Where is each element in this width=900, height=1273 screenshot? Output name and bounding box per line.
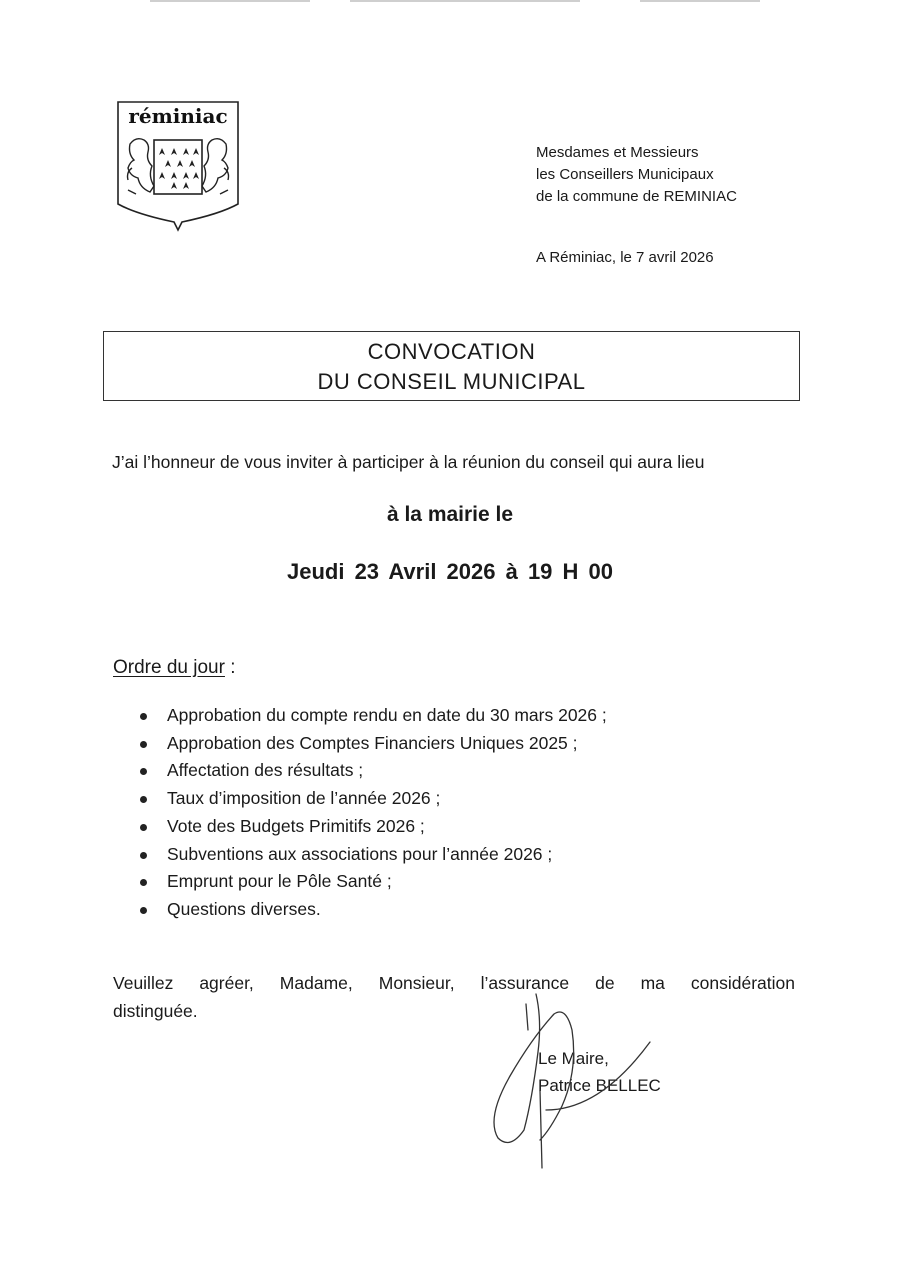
signatory-title: Le Maire, <box>538 1049 609 1068</box>
agenda-item: Emprunt pour le Pôle Santé ; <box>136 868 607 896</box>
agenda-item: Affectation des résultats ; <box>136 757 607 785</box>
invitation-text: J’ai l’honneur de vous inviter à participer à la réunion du conseil qui aura lieu <box>112 452 705 472</box>
agenda-item: Questions diverses. <box>136 896 607 924</box>
agenda-heading <box>113 657 236 679</box>
meeting-place: à la mairie le <box>386 503 514 526</box>
place-and-date: A Réminiac, le 7 avril 2026 <box>536 249 714 266</box>
commune-logo <box>116 100 240 232</box>
agenda-item: Subventions aux associations pour l’année 2026 ; <box>136 841 607 869</box>
document-title-box <box>103 331 800 401</box>
meeting-datetime: Jeudi 23 Avril 2026 à 19 H 00 <box>287 559 613 584</box>
scan-artifact-line <box>350 0 580 2</box>
agenda-item: Vote des Budgets Primitifs 2026 ; <box>136 813 607 841</box>
logo-text: réminiac <box>128 104 228 128</box>
title-line-2: DU CONSEIL MUNICIPAL <box>317 369 586 394</box>
signatory-name: Patrice BELLEC <box>538 1076 661 1095</box>
recipients-block <box>536 142 737 208</box>
title-line-1: CONVOCATION <box>367 339 536 364</box>
recipient-line: les Conseillers Municipaux <box>536 166 714 183</box>
agenda-list <box>136 702 607 924</box>
agenda-item: Taux d’imposition de l’année 2026 ; <box>136 785 607 813</box>
agenda-item: Approbation du compte rendu en date du 30 mars 2026 ; <box>136 702 607 730</box>
scan-artifact-line <box>640 0 760 2</box>
recipient-line: de la commune de REMINIAC <box>536 188 737 205</box>
agenda-heading-colon: : <box>224 657 236 678</box>
closing-formula-line-1: Veuillez agréer, Madame, Monsieur, l’assurance de ma considération <box>113 973 795 993</box>
closing-formula-line-2: distinguée. <box>113 1001 198 1021</box>
scan-artifact-line <box>150 0 310 2</box>
agenda-item: Approbation des Comptes Financiers Uniques 2025 ; <box>136 730 607 758</box>
recipient-line: Mesdames et Messieurs <box>536 144 699 161</box>
agenda-heading-label: Ordre du jour <box>113 657 225 678</box>
